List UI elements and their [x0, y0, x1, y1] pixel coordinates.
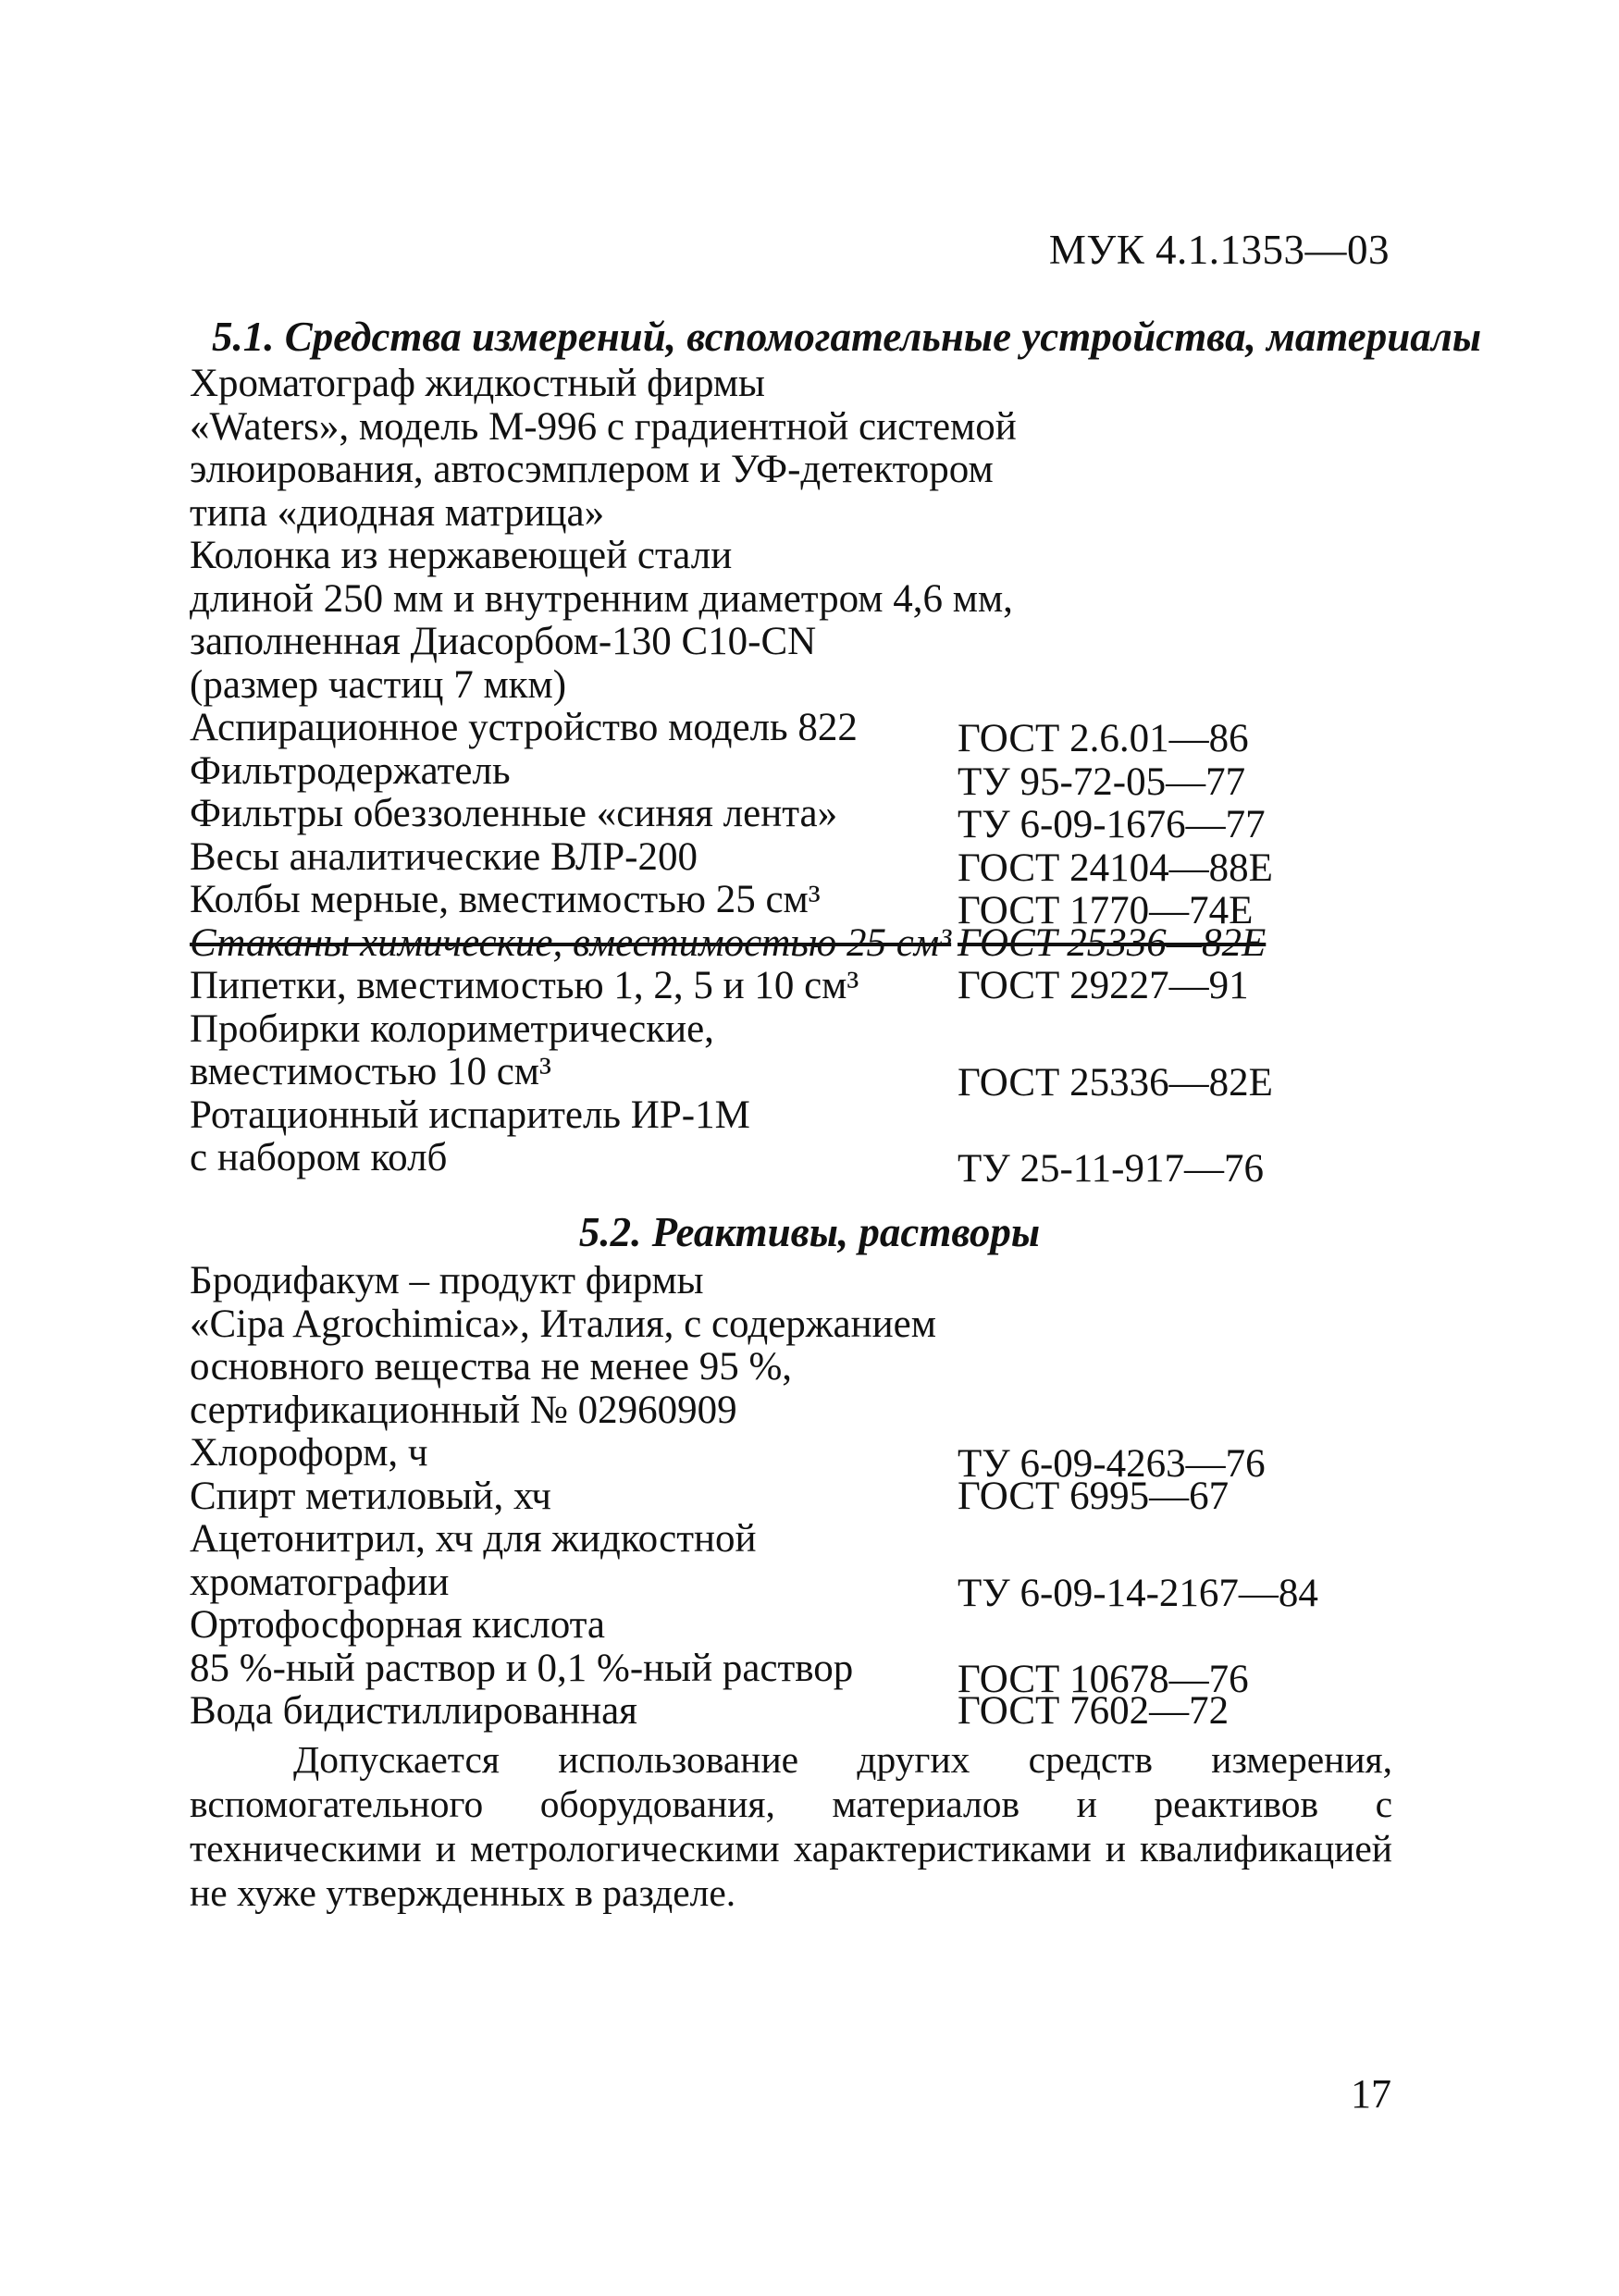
item-name: Колонка из нержавеющей стали — [190, 534, 733, 577]
item-standard: ГОСТ 6995—67 — [958, 1474, 1230, 1518]
item-standard: ТУ 95-72-05—77 — [958, 759, 1246, 804]
list-item — [190, 1604, 1392, 1648]
section-title-reagents: 5.2. Реактивы, растворы — [578, 1209, 1041, 1255]
list-item — [190, 1690, 1392, 1734]
item-name: Хлороформ, ч — [190, 1431, 428, 1475]
list-item — [190, 1560, 1392, 1615]
item-name: 85 %-ный раствор и 0,1 %-ный раствор — [190, 1646, 854, 1690]
item-name: «Waters», модель М-996 с градиентной системой — [190, 404, 1017, 449]
list-item — [190, 578, 1392, 622]
item-name: Пробирки колориметрические, — [190, 1006, 714, 1051]
list-item — [190, 1389, 1392, 1433]
item-name: Весы аналитические ВЛР-200 — [190, 834, 698, 879]
item-name: сертификационный № 02960909 — [190, 1388, 737, 1432]
item-name: Фильтродержатель — [190, 748, 511, 793]
item-name: Пипетки, вместимостью 1, 2, 5 и 10 см³ — [190, 964, 859, 1007]
item-name: (размер частиц 7 мкм) — [190, 662, 567, 707]
item-standard: ГОСТ 2.6.01—86 — [958, 717, 1249, 760]
item-name: Хроматограф жидкостный фирмы — [190, 362, 765, 405]
item-standard: ГОСТ 25336—82Е — [958, 920, 1267, 965]
document-code: МУК 4.1.1353—03 — [1048, 227, 1390, 273]
list-item — [190, 792, 1392, 846]
item-name: вместимостью 10 см³ — [190, 1050, 551, 1093]
item-standard: ГОСТ 7602—72 — [958, 1689, 1230, 1733]
item-standard: ТУ 6-09-1676—77 — [958, 803, 1266, 846]
list-item — [190, 1136, 1392, 1191]
item-standard: ГОСТ 1770—74Е — [958, 889, 1254, 932]
item-name: элюирования, автосэмплером и УФ-детектором — [190, 448, 994, 491]
list-item — [190, 1008, 1392, 1052]
item-name: Стаканы химические, вместимостью 25 см³ — [190, 920, 952, 965]
list-item — [190, 1518, 1392, 1562]
instruments-list — [190, 362, 1392, 1191]
item-name: Бродифакум – продукт фирмы — [190, 1259, 704, 1302]
item-standard: ГОСТ 10678—76 — [958, 1657, 1249, 1701]
list-item — [190, 706, 1392, 760]
item-name: «Cipa Agrochimica», Италия, с содержанием — [190, 1302, 936, 1346]
list-item — [190, 406, 1392, 450]
item-name: основного вещества не менее 95 %, — [190, 1345, 793, 1389]
list-item — [190, 1050, 1392, 1105]
item-name: Вода бидистиллированная — [190, 1689, 637, 1733]
item-name: заполненная Диасорбом-130 С10-CN — [190, 620, 817, 663]
section-title-measuring-instruments: 5.1. Средства измерений, вспомогательные устройства, материалы — [212, 314, 1482, 360]
item-name: Спирт метиловый, хч — [190, 1474, 551, 1518]
list-item — [190, 748, 1392, 804]
reagents-list — [190, 1260, 1392, 1734]
list-item — [190, 1646, 1392, 1701]
list-item — [190, 1475, 1392, 1519]
page-number: 17 — [1351, 2071, 1391, 2117]
list-item — [190, 1094, 1392, 1138]
list-item — [190, 449, 1392, 492]
note-paragraph: Допускается использование других средств измерения, вспомогательного оборудования, материалов и реактивов с техническими и метрологическими характеристиками и квалификацией не хуже утвержденных в разделе. — [190, 1738, 1392, 1914]
list-item — [190, 878, 1392, 932]
list-item — [190, 1260, 1392, 1303]
list-item — [190, 834, 1392, 890]
item-standard: ГОСТ 29227—91 — [958, 964, 1249, 1007]
list-item — [190, 664, 1392, 708]
item-name: Колбы мерные, вместимостью 25 см³ — [190, 878, 821, 921]
item-name: типа «диодная матрица» — [190, 490, 605, 535]
list-item — [190, 535, 1392, 578]
list-item — [190, 1346, 1392, 1389]
item-name: Аспирационное устройство модель 822 — [190, 706, 858, 749]
item-name: Ортофосфорная кислота — [190, 1603, 606, 1647]
list-item — [190, 621, 1392, 664]
list-item — [190, 492, 1392, 536]
item-standard: ГОСТ 25336—82Е — [958, 1061, 1273, 1105]
item-name: длиной 250 мм и внутренним диаметром 4,6 мм, — [190, 576, 1013, 621]
item-standard: ТУ 6-09-14-2167—84 — [958, 1571, 1318, 1615]
item-name: хроматографии — [190, 1560, 450, 1604]
item-standard: ТУ 6-09-4263—76 — [958, 1442, 1266, 1486]
list-item — [190, 1431, 1392, 1486]
item-standard: ТУ 25-11-917—76 — [958, 1147, 1265, 1191]
item-name: с набором колб — [190, 1136, 448, 1179]
list-item — [190, 1303, 1392, 1347]
item-name: Ротационный испаритель ИР-1М — [190, 1092, 750, 1137]
item-name: Ацетонитрил, хч для жидкостной — [190, 1517, 757, 1561]
list-item — [190, 965, 1392, 1008]
item-standard: ГОСТ 24104—88Е — [958, 846, 1273, 890]
list-item — [190, 363, 1392, 406]
item-name: Фильтры обеззоленные «синяя лента» — [190, 792, 838, 835]
list-item-struck — [190, 922, 1392, 966]
